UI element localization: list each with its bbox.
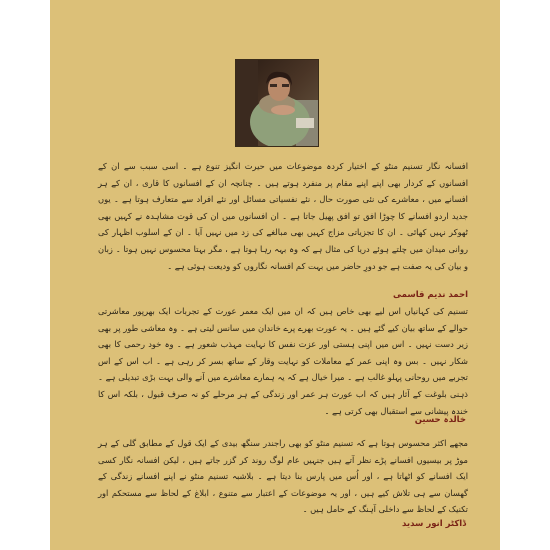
blurb-paragraph-2: تسنیم کی کہانیاں اس لیے بھی خاص ہیں کہ ان میں ایک معمر عورت کے تجربات ایک بھرپور معاشرتی حوالے کے ساتھ بیان کیے گئے ہیں ۔ یہ عورت بھرے پرے خاندان میں سانس لیتی ہے ۔ وہ معاشی طور پر بھی زیر دست نہیں ۔ اس میں اپنی ہستی اور عزت نفس کا نہایت مہذب شعور ہے ۔ وہ خود رحمی کا بھی شکار نہیں ۔ بس وہ اپنی عمر کے معاملات کو نہایت وقار کے ساتھ بسر کر رہی ہے ۔ اب اس کے اس تجربے میں روحانی پہلو غالب ہے ۔ میرا خیال ہے کہ یہ ہمارے معاشرے میں آنے والی بہت بڑی تبدیلی ہے ۔ ذہنی بلوغت کے آثار ہیں کہ اب عورت ہر عمر اور زندگی کے ہر مرحلے کو نہ صرف قبول ، بلکہ اس کا خندہ پیشانی سے استقبال بھی کرتی ہے ۔ [98,306,468,416]
portrait-photo-icon [236,60,318,146]
book-back-cover [50,0,500,550]
blurb-signature-2: خالدہ حسین [414,415,466,425]
blurb-paragraph-1: افسانہ نگار تسنیم منٹو کے اختیار کردہ موضوعات میں حیرت انگیز تنوع ہے ۔ اسی سبب سے ان کے افسانوں کے کردار بھی اپنے اپنے مقام پر منفرد ہوتے ہیں ۔ چنانچہ ان کے افسانوں کا قاری ، ان کے ہر افسانے میں ، معاشرے کی نئی صورت حال ، نئے نفسیاتی مسائل اور نئے افراد سے متعارف ہوتا ہے ۔ یوں جدید اردو افسانے کا چوڑا افق تو افق پھیل جاتا ہے ۔ ان افسانوں میں ان کی قوت مشاہدہ نے کہیں بھی ٹھوکر نہیں کھائی ۔ ان کا تجزیاتی مزاج کہیں بھی مبالغے کی زد میں نہیں آیا ۔ ان کے اسلوب اظہار کی روانی میدان میں چلتے ہوئے دریا کی مثال ہے کہ وہ بہہ رہا ہوتا ہے ، مگر بہتا محسوس نہیں ہوتا ۔ زبان و بیان کی یہ صفت ہے جو دورِ حاضر میں بہت کم افسانہ نگاروں کو ودیعت ہوئی ہے ۔ [98,161,468,271]
blurb-signature-1: احمد ندیم قاسمی [393,290,468,300]
author-portrait-photo [235,59,319,147]
blurb-signature-3: ڈاکٹر انور سدید [401,519,466,529]
blurb-paragraph-3: مجھے اکثر محسوس ہوتا ہے کہ تسنیم منٹو کو بھی راجندر سنگھ بیدی کے ایک قول کے مطابق گلی کے ہر موڑ پر بیسیوں افسانے پڑے نظر آتے ہیں جنہیں عام لوگ روند کر گزر جاتے ہیں ، لیکن افسانہ نگار کسی ایک افسانے کو اٹھاتا ہے ، اور اُس میں پارس بنا دیتا ہے ۔ بلاشبہ تسنیم منٹو نے اپنے افسانے زندگی کے گھسان سے ہی تلاش کیے ہیں ، اور یہ موضوعات کے اعتبار سے متنوع ، ابلاغ کے لحاظ سے مستحکم اور تکنیک کے لحاظ سے داخلی آہنگ کے حامل ہیں ۔ [98,438,468,515]
